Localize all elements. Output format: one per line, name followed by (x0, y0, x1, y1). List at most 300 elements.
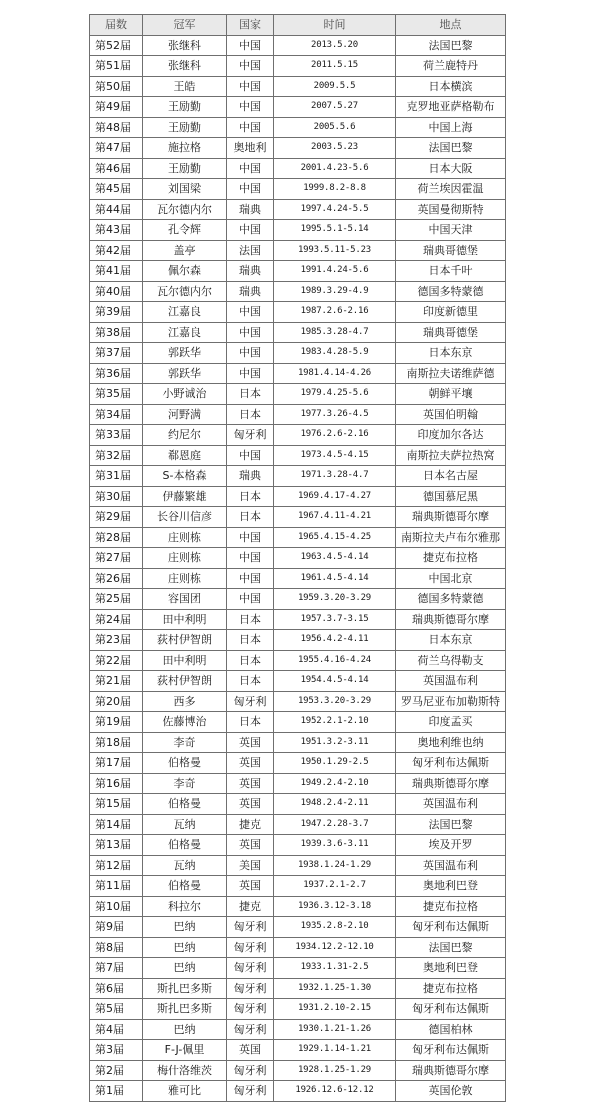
cell-champion: 王励勤 (143, 97, 227, 118)
cell-session: 第8届 (90, 937, 143, 958)
cell-champion: 长谷川信彦 (143, 507, 227, 528)
cell-place: 印度孟买 (396, 712, 506, 733)
header-place: 地点 (396, 15, 506, 36)
cell-place: 英国伦敦 (396, 1081, 506, 1102)
cell-session: 第26届 (90, 568, 143, 589)
cell-country: 法国 (227, 240, 274, 261)
cell-country: 日本 (227, 712, 274, 733)
table-row (90, 220, 506, 241)
cell-time: 1934.12.2-12.10 (274, 937, 396, 958)
cell-session: 第22届 (90, 650, 143, 671)
table-row (90, 1019, 506, 1040)
cell-time: 1963.4.5-4.14 (274, 548, 396, 569)
table-row (90, 384, 506, 405)
cell-session: 第7届 (90, 958, 143, 979)
cell-champion: 巴纳 (143, 937, 227, 958)
cell-champion: 郭跃华 (143, 343, 227, 364)
cell-champion: 约尼尔 (143, 425, 227, 446)
cell-time: 1933.1.31-2.5 (274, 958, 396, 979)
cell-champion: 西多 (143, 691, 227, 712)
cell-champion: 瓦纳 (143, 855, 227, 876)
cell-champion: 科拉尔 (143, 896, 227, 917)
cell-time: 2007.5.27 (274, 97, 396, 118)
cell-time: 1961.4.5-4.14 (274, 568, 396, 589)
table-row (90, 138, 506, 159)
cell-champion: 伯格曼 (143, 794, 227, 815)
table-row (90, 978, 506, 999)
table-row (90, 794, 506, 815)
cell-session: 第23届 (90, 630, 143, 651)
table-row (90, 1060, 506, 1081)
cell-country: 捷克 (227, 896, 274, 917)
cell-champion: S-本格森 (143, 466, 227, 487)
cell-place: 法国巴黎 (396, 814, 506, 835)
cell-country: 中国 (227, 363, 274, 384)
cell-country: 美国 (227, 855, 274, 876)
table-row (90, 958, 506, 979)
cell-session: 第47届 (90, 138, 143, 159)
cell-time: 1977.3.26-4.5 (274, 404, 396, 425)
cell-place: 奥地利巴登 (396, 958, 506, 979)
cell-session: 第17届 (90, 753, 143, 774)
cell-place: 日本东京 (396, 630, 506, 651)
cell-country: 日本 (227, 609, 274, 630)
cell-country: 英国 (227, 753, 274, 774)
cell-session: 第13届 (90, 835, 143, 856)
cell-country: 中国 (227, 548, 274, 569)
cell-country: 匈牙利 (227, 978, 274, 999)
cell-champion: 刘国梁 (143, 179, 227, 200)
cell-champion: 伯格曼 (143, 876, 227, 897)
cell-place: 英国曼彻斯特 (396, 199, 506, 220)
cell-time: 1930.1.21-1.26 (274, 1019, 396, 1040)
cell-time: 1951.3.2-3.11 (274, 732, 396, 753)
cell-time: 1989.3.29-4.9 (274, 281, 396, 302)
cell-champion: 江嘉良 (143, 302, 227, 323)
cell-champion: 郭跃华 (143, 363, 227, 384)
cell-champion: 瓦尔德内尔 (143, 199, 227, 220)
cell-country: 中国 (227, 302, 274, 323)
cell-session: 第38届 (90, 322, 143, 343)
cell-country: 匈牙利 (227, 691, 274, 712)
cell-champion: 斯扎巴多斯 (143, 978, 227, 999)
table-row (90, 732, 506, 753)
cell-champion: 佐藤博治 (143, 712, 227, 733)
table-row (90, 835, 506, 856)
cell-place: 瑞典哥德堡 (396, 240, 506, 261)
header-time: 时间 (274, 15, 396, 36)
cell-champion: 荻村伊智朗 (143, 630, 227, 651)
cell-session: 第43届 (90, 220, 143, 241)
cell-country: 匈牙利 (227, 917, 274, 938)
champions-table (89, 14, 506, 1102)
cell-country: 英国 (227, 773, 274, 794)
cell-time: 2005.5.6 (274, 117, 396, 138)
header-champion: 冠军 (143, 15, 227, 36)
cell-country: 瑞典 (227, 281, 274, 302)
table-row (90, 445, 506, 466)
cell-place: 德国多特蒙德 (396, 589, 506, 610)
cell-champion: 小野诚治 (143, 384, 227, 405)
cell-time: 1979.4.25-5.6 (274, 384, 396, 405)
cell-session: 第32届 (90, 445, 143, 466)
cell-place: 英国温布利 (396, 855, 506, 876)
cell-country: 匈牙利 (227, 958, 274, 979)
cell-country: 日本 (227, 650, 274, 671)
cell-time: 2013.5.20 (274, 35, 396, 56)
cell-country: 匈牙利 (227, 1019, 274, 1040)
cell-time: 2009.5.5 (274, 76, 396, 97)
table-row (90, 322, 506, 343)
cell-place: 匈牙利布达佩斯 (396, 999, 506, 1020)
cell-country: 捷克 (227, 814, 274, 835)
cell-time: 1983.4.28-5.9 (274, 343, 396, 364)
cell-champion: 容国团 (143, 589, 227, 610)
cell-session: 第5届 (90, 999, 143, 1020)
table-row (90, 999, 506, 1020)
cell-session: 第2届 (90, 1060, 143, 1081)
cell-country: 匈牙利 (227, 1081, 274, 1102)
cell-champion: 巴纳 (143, 917, 227, 938)
cell-time: 1967.4.11-4.21 (274, 507, 396, 528)
cell-country: 英国 (227, 876, 274, 897)
cell-champion: 荻村伊智朗 (143, 671, 227, 692)
cell-time: 1969.4.17-4.27 (274, 486, 396, 507)
cell-country: 中国 (227, 56, 274, 77)
cell-place: 印度新德里 (396, 302, 506, 323)
cell-country: 奥地利 (227, 138, 274, 159)
cell-place: 瑞典斯德哥尔摩 (396, 1060, 506, 1081)
cell-place: 日本东京 (396, 343, 506, 364)
table-row (90, 302, 506, 323)
cell-time: 1953.3.20-3.29 (274, 691, 396, 712)
table-row (90, 199, 506, 220)
table-row (90, 404, 506, 425)
cell-country: 匈牙利 (227, 937, 274, 958)
cell-time: 1939.3.6-3.11 (274, 835, 396, 856)
cell-time: 1993.5.11-5.23 (274, 240, 396, 261)
cell-country: 日本 (227, 404, 274, 425)
cell-champion: 巴纳 (143, 958, 227, 979)
cell-champion: 李奇 (143, 773, 227, 794)
cell-country: 瑞典 (227, 466, 274, 487)
cell-session: 第51届 (90, 56, 143, 77)
cell-country: 中国 (227, 343, 274, 364)
table-row (90, 855, 506, 876)
cell-place: 中国上海 (396, 117, 506, 138)
cell-place: 南斯拉夫诺维萨德 (396, 363, 506, 384)
cell-session: 第41届 (90, 261, 143, 282)
cell-champion: 伯格曼 (143, 835, 227, 856)
cell-session: 第52届 (90, 35, 143, 56)
table-row (90, 917, 506, 938)
cell-place: 英国温布利 (396, 671, 506, 692)
cell-place: 印度加尔各达 (396, 425, 506, 446)
cell-champion: 田中利明 (143, 650, 227, 671)
header-session: 届数 (90, 15, 143, 36)
cell-country: 日本 (227, 507, 274, 528)
cell-place: 奥地利巴登 (396, 876, 506, 897)
cell-champion: 梅什洛维茨 (143, 1060, 227, 1081)
cell-session: 第29届 (90, 507, 143, 528)
table-row (90, 896, 506, 917)
table-row (90, 466, 506, 487)
cell-place: 埃及开罗 (396, 835, 506, 856)
cell-place: 荷兰乌得勒支 (396, 650, 506, 671)
cell-place: 匈牙利布达佩斯 (396, 1040, 506, 1061)
cell-session: 第15届 (90, 794, 143, 815)
cell-place: 法国巴黎 (396, 937, 506, 958)
table-row (90, 527, 506, 548)
cell-place: 瑞典斯德哥尔摩 (396, 507, 506, 528)
cell-time: 1955.4.16-4.24 (274, 650, 396, 671)
cell-country: 英国 (227, 1040, 274, 1061)
table-row (90, 56, 506, 77)
table-row (90, 486, 506, 507)
cell-place: 瑞典斯德哥尔摩 (396, 609, 506, 630)
cell-country: 中国 (227, 568, 274, 589)
header-row (90, 15, 506, 36)
cell-time: 1928.1.25-1.29 (274, 1060, 396, 1081)
cell-session: 第4届 (90, 1019, 143, 1040)
cell-place: 瑞典斯德哥尔摩 (396, 773, 506, 794)
cell-place: 日本横滨 (396, 76, 506, 97)
cell-country: 中国 (227, 117, 274, 138)
cell-champion: 孔令辉 (143, 220, 227, 241)
cell-time: 1931.2.10-2.15 (274, 999, 396, 1020)
cell-time: 1938.1.24-1.29 (274, 855, 396, 876)
table-row (90, 937, 506, 958)
cell-country: 日本 (227, 630, 274, 651)
table-row (90, 548, 506, 569)
cell-time: 1948.2.4-2.11 (274, 794, 396, 815)
cell-country: 英国 (227, 835, 274, 856)
cell-session: 第12届 (90, 855, 143, 876)
cell-place: 瑞典哥德堡 (396, 322, 506, 343)
cell-place: 荷兰埃因霍温 (396, 179, 506, 200)
table-row (90, 507, 506, 528)
cell-champion: 田中利明 (143, 609, 227, 630)
cell-time: 1995.5.1-5.14 (274, 220, 396, 241)
cell-time: 2003.5.23 (274, 138, 396, 159)
cell-place: 朝鲜平壤 (396, 384, 506, 405)
cell-session: 第34届 (90, 404, 143, 425)
cell-champion: 王皓 (143, 76, 227, 97)
cell-time: 1952.2.1-2.10 (274, 712, 396, 733)
cell-country: 中国 (227, 97, 274, 118)
cell-champion: 伊藤繁雄 (143, 486, 227, 507)
cell-time: 1997.4.24-5.5 (274, 199, 396, 220)
cell-place: 捷克布拉格 (396, 978, 506, 999)
cell-place: 荷兰鹿特丹 (396, 56, 506, 77)
cell-session: 第27届 (90, 548, 143, 569)
cell-place: 德国多特蒙德 (396, 281, 506, 302)
cell-time: 1947.2.28-3.7 (274, 814, 396, 835)
cell-session: 第49届 (90, 97, 143, 118)
cell-session: 第37届 (90, 343, 143, 364)
table-row (90, 630, 506, 651)
cell-time: 1965.4.15-4.25 (274, 527, 396, 548)
cell-session: 第42届 (90, 240, 143, 261)
table-row (90, 589, 506, 610)
cell-time: 1956.4.2-4.11 (274, 630, 396, 651)
cell-time: 1936.3.12-3.18 (274, 896, 396, 917)
cell-session: 第18届 (90, 732, 143, 753)
cell-country: 中国 (227, 158, 274, 179)
table-row (90, 691, 506, 712)
table-row (90, 240, 506, 261)
cell-place: 捷克布拉格 (396, 548, 506, 569)
cell-place: 匈牙利布达佩斯 (396, 917, 506, 938)
cell-time: 1949.2.4-2.10 (274, 773, 396, 794)
cell-session: 第24届 (90, 609, 143, 630)
cell-session: 第20届 (90, 691, 143, 712)
cell-time: 1987.2.6-2.16 (274, 302, 396, 323)
cell-session: 第33届 (90, 425, 143, 446)
cell-session: 第50届 (90, 76, 143, 97)
cell-session: 第46届 (90, 158, 143, 179)
cell-place: 日本大阪 (396, 158, 506, 179)
cell-place: 日本千叶 (396, 261, 506, 282)
cell-time: 1935.2.8-2.10 (274, 917, 396, 938)
cell-country: 英国 (227, 794, 274, 815)
cell-country: 匈牙利 (227, 425, 274, 446)
cell-country: 匈牙利 (227, 1060, 274, 1081)
cell-country: 中国 (227, 589, 274, 610)
cell-champion: 佩尔森 (143, 261, 227, 282)
cell-country: 中国 (227, 76, 274, 97)
table-row (90, 609, 506, 630)
cell-country: 日本 (227, 671, 274, 692)
cell-time: 1929.1.14-1.21 (274, 1040, 396, 1061)
cell-session: 第6届 (90, 978, 143, 999)
cell-session: 第40届 (90, 281, 143, 302)
table-row (90, 179, 506, 200)
cell-time: 1937.2.1-2.7 (274, 876, 396, 897)
cell-time: 1991.4.24-5.6 (274, 261, 396, 282)
cell-time: 1971.3.28-4.7 (274, 466, 396, 487)
cell-champion: F-J-佩里 (143, 1040, 227, 1061)
cell-time: 1959.3.20-3.29 (274, 589, 396, 610)
cell-time: 1981.4.14-4.26 (274, 363, 396, 384)
cell-champion: 郗恩庭 (143, 445, 227, 466)
cell-place: 捷克布拉格 (396, 896, 506, 917)
cell-session: 第1届 (90, 1081, 143, 1102)
cell-session: 第30届 (90, 486, 143, 507)
cell-place: 南斯拉夫萨拉热窝 (396, 445, 506, 466)
cell-champion: 施拉格 (143, 138, 227, 159)
table-row (90, 712, 506, 733)
cell-place: 中国北京 (396, 568, 506, 589)
cell-country: 瑞典 (227, 199, 274, 220)
cell-place: 南斯拉夫卢布尔雅那 (396, 527, 506, 548)
cell-champion: 瓦纳 (143, 814, 227, 835)
cell-country: 中国 (227, 35, 274, 56)
table-row (90, 568, 506, 589)
table-row (90, 281, 506, 302)
cell-time: 1950.1.29-2.5 (274, 753, 396, 774)
cell-champion: 庄则栋 (143, 548, 227, 569)
cell-session: 第44届 (90, 199, 143, 220)
cell-time: 1926.12.6-12.12 (274, 1081, 396, 1102)
cell-place: 中国天津 (396, 220, 506, 241)
cell-champion: 伯格曼 (143, 753, 227, 774)
cell-session: 第25届 (90, 589, 143, 610)
table-row (90, 876, 506, 897)
cell-session: 第16届 (90, 773, 143, 794)
cell-champion: 庄则栋 (143, 527, 227, 548)
cell-place: 奥地利维也纳 (396, 732, 506, 753)
cell-place: 法国巴黎 (396, 138, 506, 159)
cell-session: 第48届 (90, 117, 143, 138)
header-country: 国家 (227, 15, 274, 36)
cell-country: 英国 (227, 732, 274, 753)
table-row (90, 773, 506, 794)
cell-champion: 斯扎巴多斯 (143, 999, 227, 1020)
cell-session: 第39届 (90, 302, 143, 323)
cell-session: 第36届 (90, 363, 143, 384)
cell-session: 第45届 (90, 179, 143, 200)
table-row (90, 671, 506, 692)
cell-session: 第28届 (90, 527, 143, 548)
cell-time: 1957.3.7-3.15 (274, 609, 396, 630)
cell-champion: 瓦尔德内尔 (143, 281, 227, 302)
cell-time: 2001.4.23-5.6 (274, 158, 396, 179)
cell-country: 中国 (227, 322, 274, 343)
cell-country: 瑞典 (227, 261, 274, 282)
cell-session: 第10届 (90, 896, 143, 917)
table-row (90, 76, 506, 97)
cell-place: 英国伯明翰 (396, 404, 506, 425)
table-row (90, 97, 506, 118)
cell-time: 1932.1.25-1.30 (274, 978, 396, 999)
cell-champion: 河野满 (143, 404, 227, 425)
cell-champion: 江嘉良 (143, 322, 227, 343)
cell-time: 1985.3.28-4.7 (274, 322, 396, 343)
table-row (90, 158, 506, 179)
table-row (90, 814, 506, 835)
cell-session: 第3届 (90, 1040, 143, 1061)
table-row (90, 1040, 506, 1061)
cell-session: 第11届 (90, 876, 143, 897)
cell-time: 1999.8.2-8.8 (274, 179, 396, 200)
cell-place: 法国巴黎 (396, 35, 506, 56)
table-row (90, 425, 506, 446)
table-row (90, 343, 506, 364)
cell-country: 日本 (227, 486, 274, 507)
cell-country: 中国 (227, 445, 274, 466)
cell-champion: 张继科 (143, 56, 227, 77)
table-body (90, 35, 506, 1101)
cell-champion: 李奇 (143, 732, 227, 753)
cell-session: 第14届 (90, 814, 143, 835)
cell-champion: 庄则栋 (143, 568, 227, 589)
table-row (90, 1081, 506, 1102)
cell-session: 第31届 (90, 466, 143, 487)
table-row (90, 35, 506, 56)
cell-place: 德国慕尼黑 (396, 486, 506, 507)
cell-time: 2011.5.15 (274, 56, 396, 77)
cell-place: 英国温布利 (396, 794, 506, 815)
cell-time: 1976.2.6-2.16 (274, 425, 396, 446)
cell-champion: 盖亭 (143, 240, 227, 261)
cell-champion: 张继科 (143, 35, 227, 56)
cell-place: 罗马尼亚布加勒斯特 (396, 691, 506, 712)
cell-country: 匈牙利 (227, 999, 274, 1020)
cell-session: 第35届 (90, 384, 143, 405)
cell-champion: 巴纳 (143, 1019, 227, 1040)
cell-champion: 王励勤 (143, 158, 227, 179)
